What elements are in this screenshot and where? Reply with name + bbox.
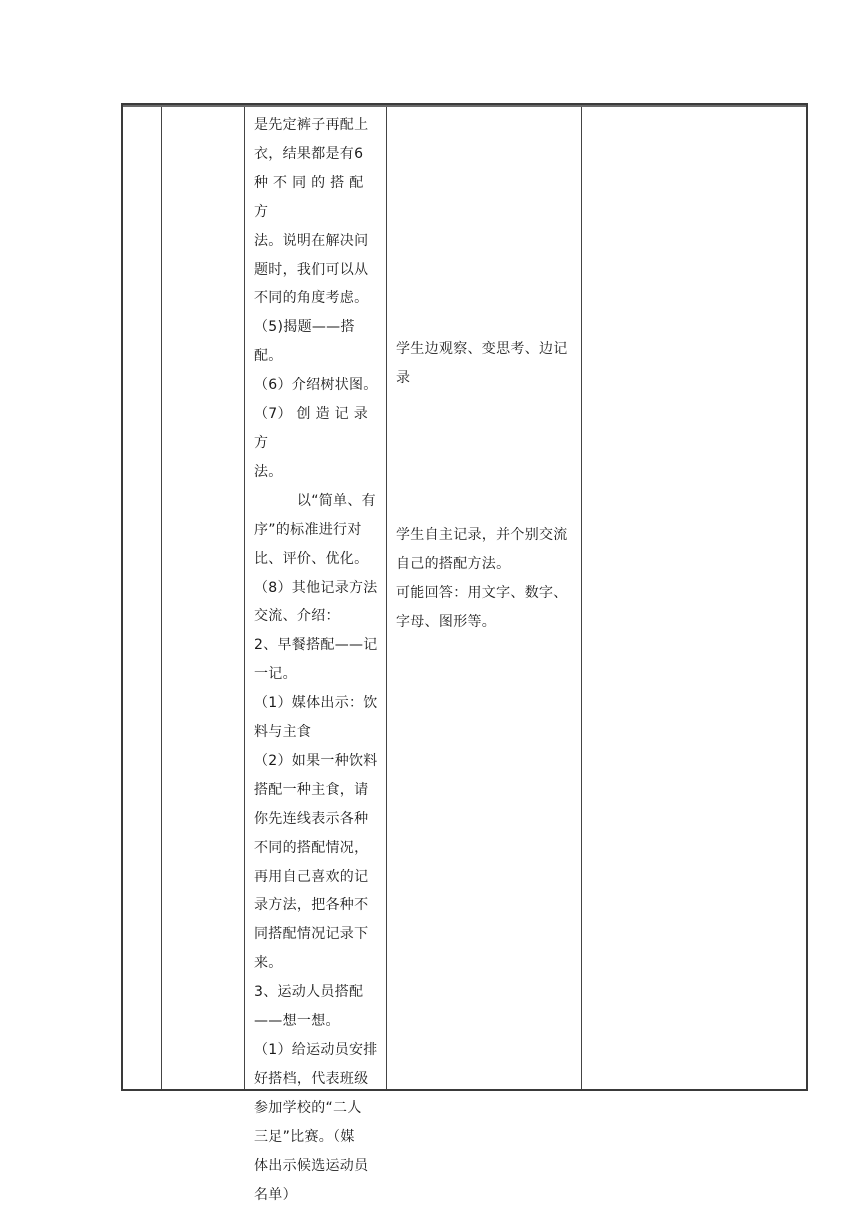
text-line: 比、评价、优化。	[254, 550, 369, 567]
text-line: （2）如果一种饮料	[254, 752, 378, 769]
text-line: （6）介绍树状图。	[254, 377, 378, 394]
text-line: （1）媒体出示：饮	[254, 695, 378, 712]
text-line: 衣，结果都是有6	[254, 145, 364, 162]
text-line: 以“简单、有	[254, 492, 376, 509]
text-line: 字母、图形等。	[396, 613, 497, 630]
text-line: 题时，我们可以从	[254, 261, 369, 278]
text-line: （7） 创 造 记 录 方	[254, 406, 369, 451]
text-line: 好搭档，代表班级	[254, 1070, 369, 1087]
text-line: 录	[396, 369, 411, 386]
text-line: 不同的搭配情况，	[254, 839, 369, 856]
text-line: ——想一想。	[254, 1013, 340, 1030]
text-line: 名单）	[254, 1186, 297, 1203]
text-line: 三足”比赛。（媒	[254, 1128, 355, 1145]
text-line: 一记。	[254, 666, 297, 683]
text-line: 法。说明在解决问	[254, 232, 369, 249]
text-line: 你先连线表示各种	[254, 810, 369, 827]
text-line: 不同的角度考虑。	[254, 290, 369, 307]
spacer	[396, 393, 574, 521]
teacher-activity-cell	[245, 105, 387, 1203]
column-divider	[161, 105, 162, 1089]
text-line: 是先定裤子再配上	[254, 117, 369, 133]
text-line: 同搭配情况记录下	[254, 926, 369, 943]
text-line: 来。	[254, 955, 283, 972]
text-line: 参加学校的“二人	[254, 1099, 362, 1116]
text-line: （1）给运动员安排	[254, 1042, 378, 1058]
text-line: （8）其他记录方法	[254, 579, 378, 596]
text-line: 法。	[254, 463, 283, 480]
text-line: 再用自己喜欢的记	[254, 868, 369, 885]
text-line: 序”的标准进行对	[254, 521, 362, 538]
text-line: （5)揭题——搭配。	[254, 319, 355, 365]
text-line: 自己的搭配方法。	[396, 555, 511, 572]
text-line: 可能回答：用文字、数字、	[396, 584, 568, 601]
text-line: 3、运动人员搭配	[254, 984, 364, 1001]
text-line: 料与主食	[254, 724, 312, 741]
text-line: 交流、介绍：	[254, 608, 340, 625]
text-line: 学生边观察、变思考、边记	[396, 341, 568, 357]
text-line: 录方法，把各种不	[254, 897, 369, 914]
lesson-plan-table	[121, 103, 808, 1203]
text-line: 2、早餐搭配——记	[254, 637, 378, 654]
text-line: 体出示候选运动员	[254, 1157, 369, 1174]
text-line: 学生自主记录，并个别交流	[396, 526, 568, 543]
text-line: 搭配一种主食，请	[254, 781, 369, 798]
text-line: 种 不 同 的 搭 配 方	[254, 174, 364, 220]
student-activity-cell	[387, 105, 582, 1089]
